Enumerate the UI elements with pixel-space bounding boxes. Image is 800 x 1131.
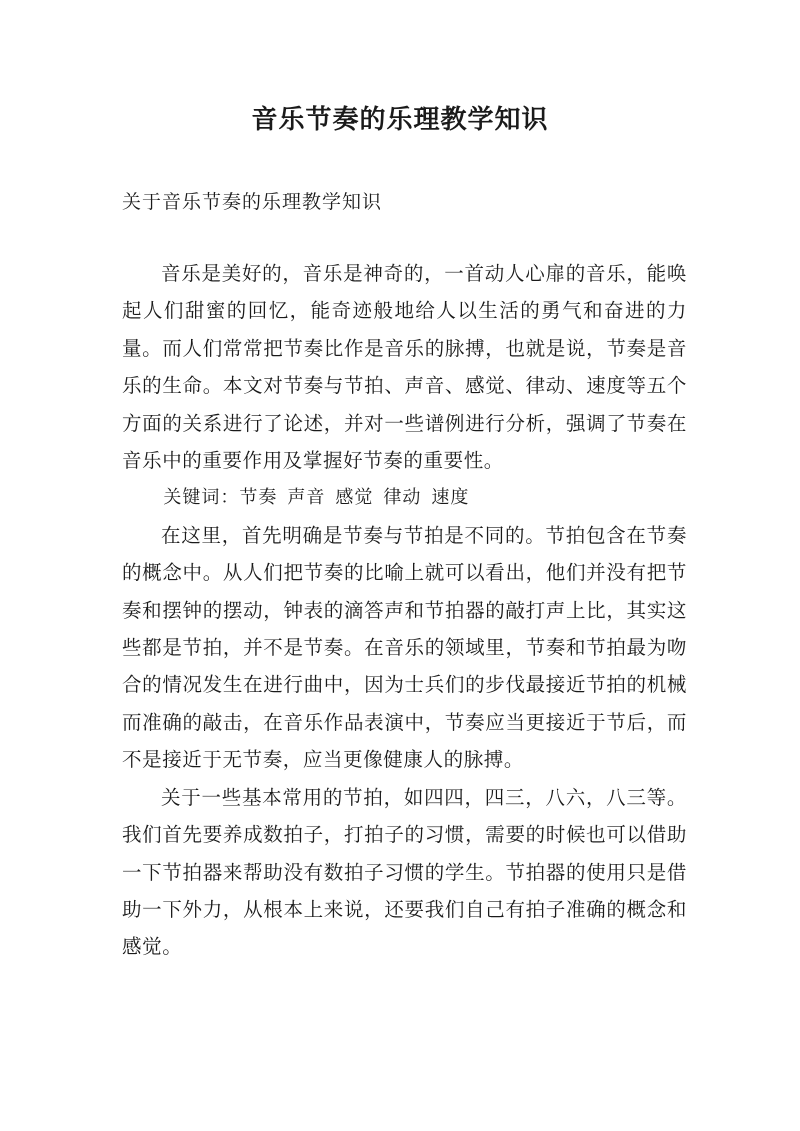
- keyword-item: 声音: [287, 487, 326, 509]
- document-body: [122, 255, 687, 966]
- keyword-item: 速度: [431, 487, 470, 509]
- body-paragraph: 关于一些基本常用的节拍，如四四，四三，八六，八三等。我们首先要养成数拍子，打拍子的习惯，需要的时候也可以借助一下节拍器来帮助没有数拍子习惯的学生。节拍器的使用只是借助一下外力，从根本上来说，还要我们自己有拍子准确的概念和感觉。: [122, 785, 687, 959]
- keyword-item: 律动: [383, 487, 422, 509]
- keywords-line: [122, 479, 687, 516]
- keywords-label: 关键词：: [163, 487, 240, 509]
- page-title: 音乐节奏的乐理教学知识: [251, 105, 549, 135]
- keyword-item: 节奏: [239, 487, 278, 509]
- body-paragraph: 在这里，首先明确是节奏与节拍是不同的。节拍包含在节奏的概念中。从人们把节奏的比喻上就可以看出，他们并没有把节奏和摆钟的摆动，钟表的滴答声和节拍器的敲打声上比，其实这些都是节拍，并不是节奏。在音乐的领域里，节奏和节拍最为吻合的情况发生在进行曲中，因为士兵们的步伐最接近节拍的机械而准确的敲击，在音乐作品表演中，节奏应当更接近于节后，而不是接近于无节奏，应当更像健康人的脉搏。: [122, 523, 687, 772]
- keyword-item: 感觉: [335, 487, 374, 509]
- document-subtitle: 关于音乐节奏的乐理教学知识: [122, 191, 383, 213]
- abstract-paragraph: 音乐是美好的，音乐是神奇的，一首动人心扉的音乐，能唤起人们甜蜜的回忆，能奇迹般地给人以生活的勇气和奋进的力量。而人们常常把节奏比作是音乐的脉搏，也就是说，节奏是音乐的生命。本文对节奏与节拍、声音、感觉、律动、速度等五个方面的关系进行了论述，并对一些谱例进行分析，强调了节奏在音乐中的重要作用及掌握好节奏的重要性。: [122, 262, 687, 473]
